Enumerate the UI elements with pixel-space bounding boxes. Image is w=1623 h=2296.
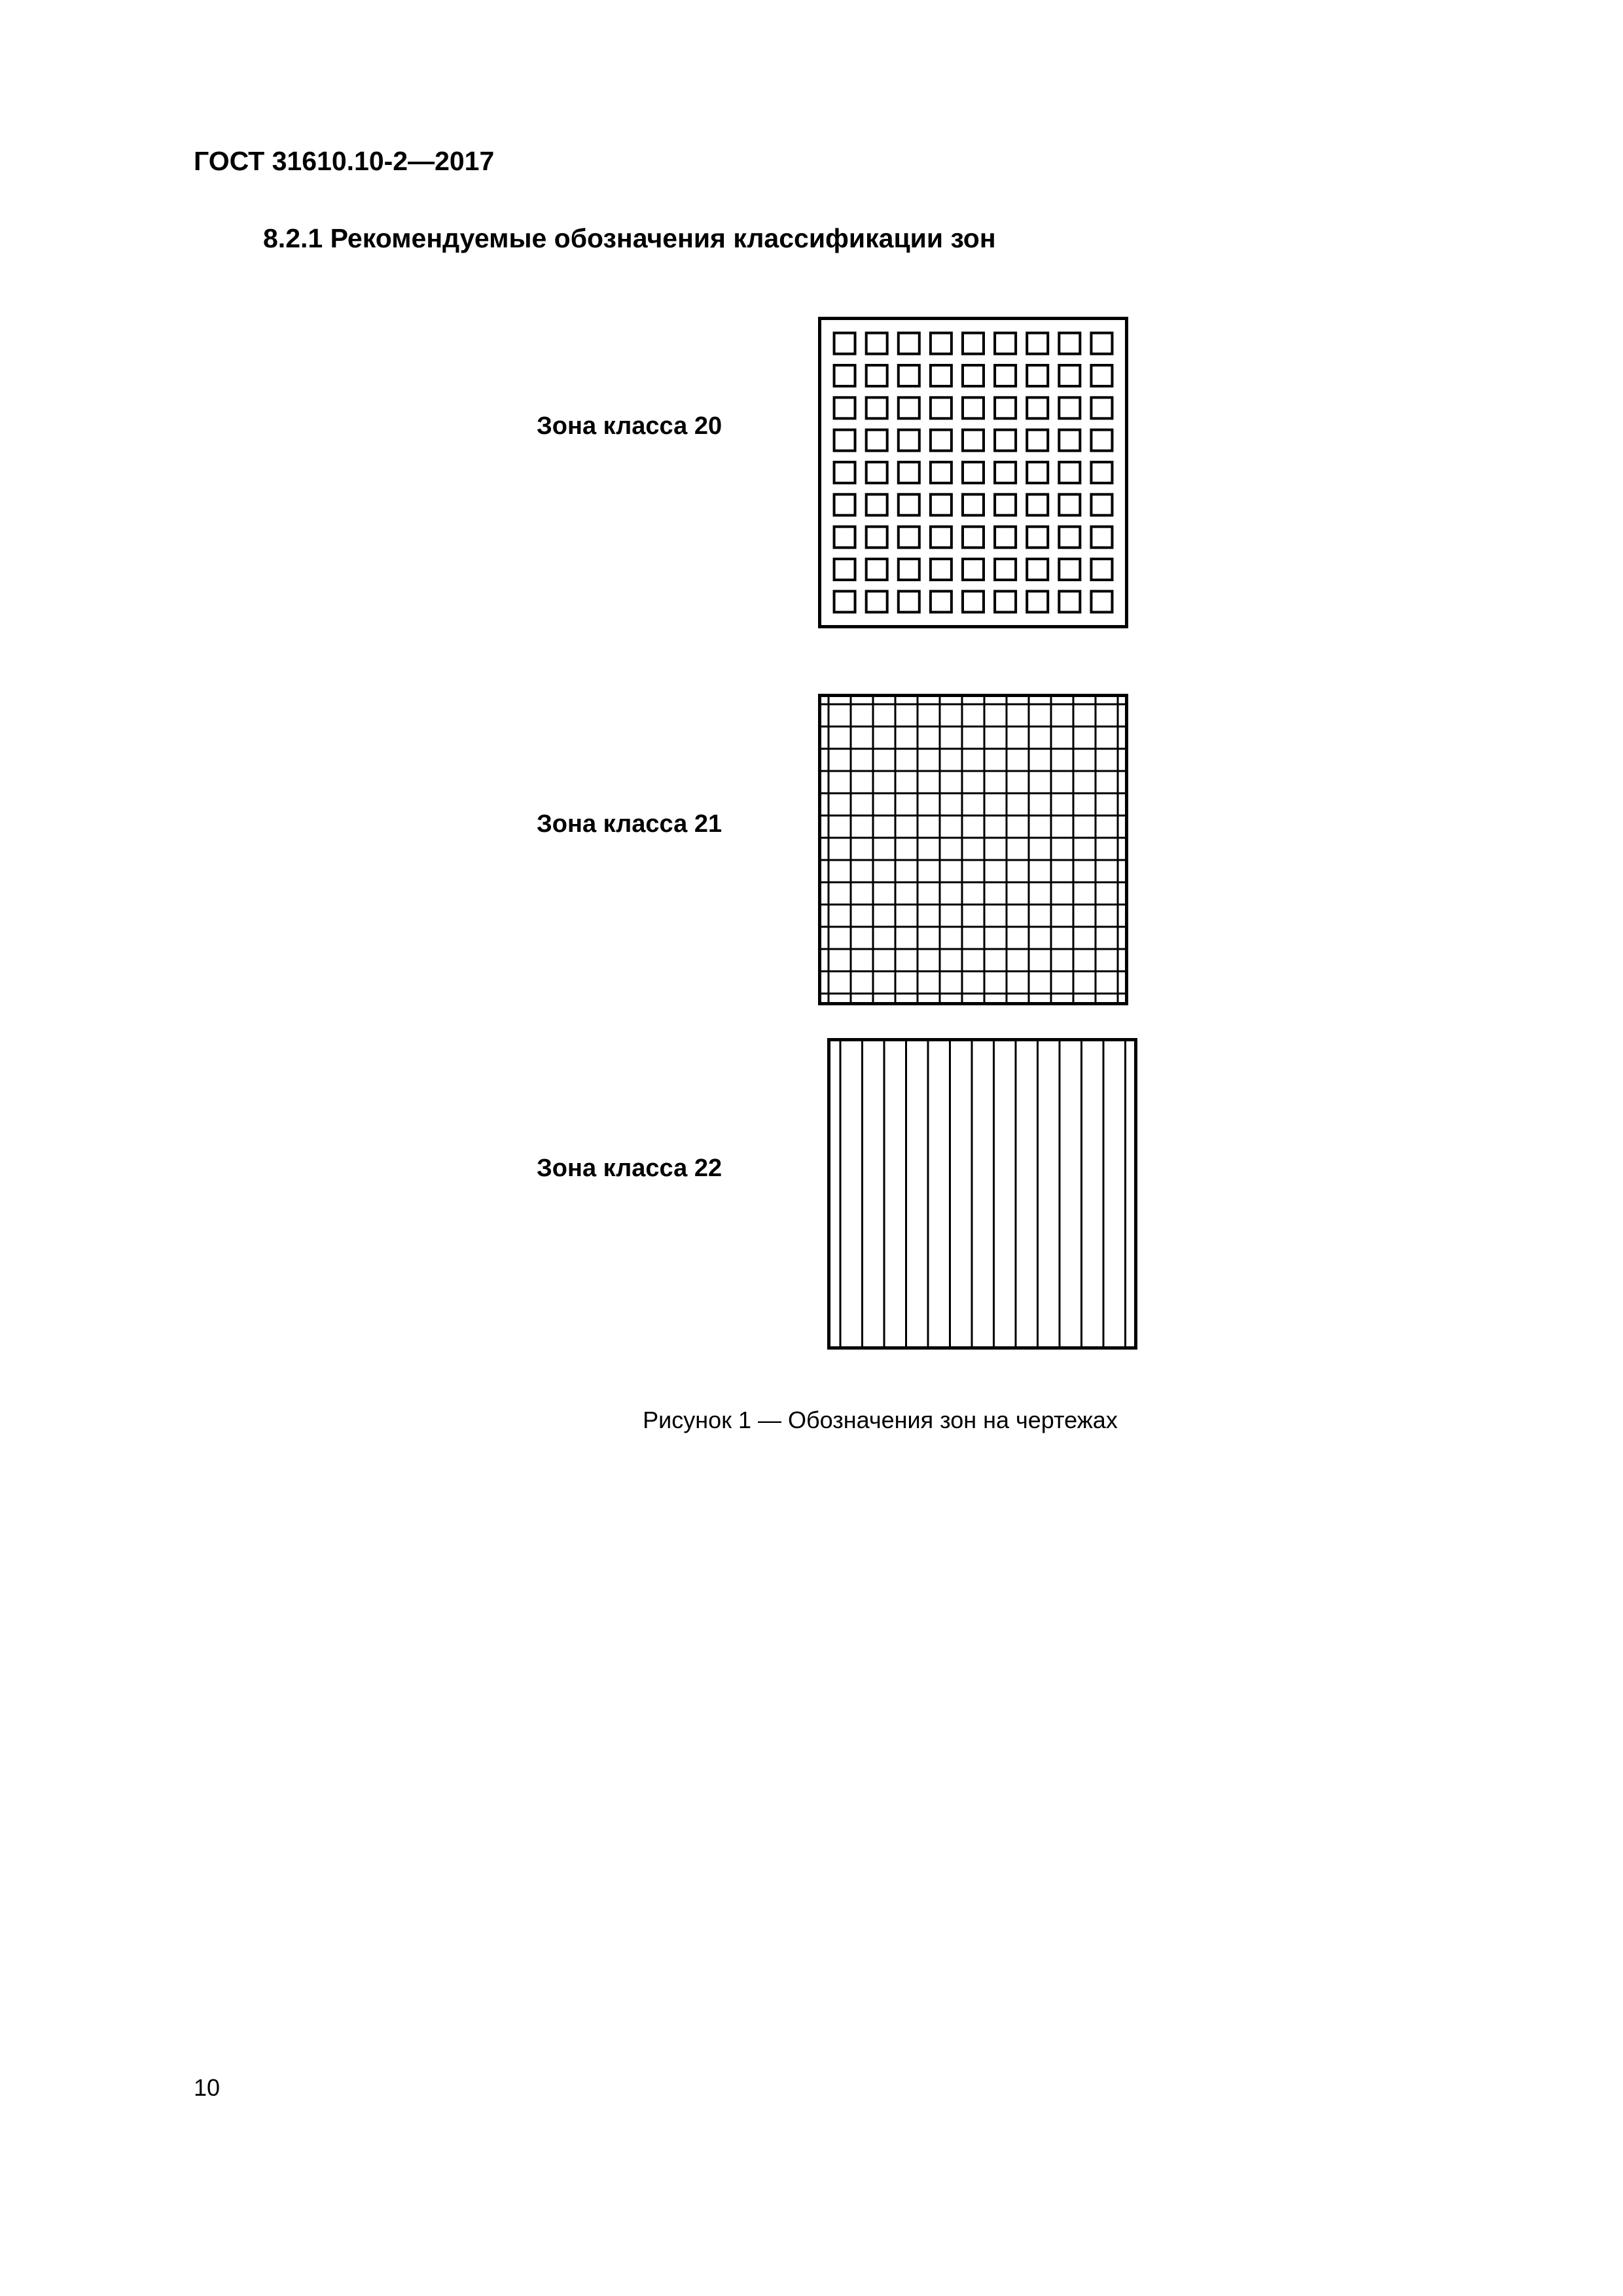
zone-20-square — [1091, 365, 1112, 386]
zone-20-square — [899, 527, 919, 548]
zone-20-square — [834, 527, 855, 548]
zone-20-square — [931, 333, 952, 354]
zone-20-square — [963, 494, 984, 515]
zone-20-square — [1059, 591, 1080, 612]
zone-20-square — [1091, 397, 1112, 418]
zone-20-square — [1027, 559, 1048, 580]
zone-20-square — [1027, 333, 1048, 354]
section-heading: 8.2.1 Рекомендуемые обозначения классификации зон — [263, 223, 996, 253]
zone-20-symbol — [818, 317, 1128, 628]
zone-20-square — [1059, 397, 1080, 418]
zone-20-square — [1091, 591, 1112, 612]
zone-20-square — [834, 462, 855, 483]
zone-20-square — [995, 365, 1016, 386]
zone-20-square — [931, 494, 952, 515]
zone-20-square — [931, 559, 952, 580]
zone-20-square — [931, 365, 952, 386]
zone-20-square — [1091, 333, 1112, 354]
zone-20-square — [866, 527, 887, 548]
zone-20-square — [963, 430, 984, 451]
zone-20-square — [899, 430, 919, 451]
zone-20-square — [1027, 591, 1048, 612]
zone-20-square — [1027, 430, 1048, 451]
zone-20-square — [866, 591, 887, 612]
zone-20-square — [866, 462, 887, 483]
zone-20-square — [1091, 462, 1112, 483]
zone-20-square — [1027, 527, 1048, 548]
zone-20-square — [899, 494, 919, 515]
zone-20-square — [995, 333, 1016, 354]
zone-20-square — [866, 559, 887, 580]
zone-20-square — [1027, 397, 1048, 418]
zone-20-square — [834, 333, 855, 354]
document-code: ГОСТ 31610.10-2—2017 — [194, 146, 495, 176]
zone-20-square — [995, 559, 1016, 580]
zone-20-square — [866, 430, 887, 451]
zone-22-frame — [829, 1040, 1136, 1348]
zone-20-square — [1091, 559, 1112, 580]
zone-20-square — [1091, 430, 1112, 451]
zone-21-frame — [820, 696, 1127, 1004]
zone-20-square — [834, 397, 855, 418]
zone-20-square — [1059, 494, 1080, 515]
zone-20-square — [963, 333, 984, 354]
zone-20-square — [899, 365, 919, 386]
zone-20-square — [1091, 494, 1112, 515]
zone-21-label: Зона класса 21 — [537, 810, 722, 838]
zone-20-square — [866, 365, 887, 386]
zone-20-square — [1059, 462, 1080, 483]
zone-20-square — [963, 591, 984, 612]
zone-20-square — [931, 591, 952, 612]
zone-20-square — [1091, 527, 1112, 548]
zone-20-square — [995, 430, 1016, 451]
zone-22-label: Зона класса 22 — [537, 1155, 722, 1182]
zone-20-square — [866, 494, 887, 515]
zone-20-square — [834, 365, 855, 386]
zone-20-square — [931, 397, 952, 418]
zone-20-square — [963, 559, 984, 580]
page-number: 10 — [194, 2074, 221, 2101]
zone-20-square — [963, 462, 984, 483]
zone-20-label: Зона класса 20 — [537, 412, 722, 440]
zone-20-square — [899, 591, 919, 612]
zone-20-square — [931, 462, 952, 483]
zone-20-square — [995, 462, 1016, 483]
zone-20-square — [963, 365, 984, 386]
zone-20-square — [995, 527, 1016, 548]
zone-20-square — [899, 462, 919, 483]
zone-20-square — [834, 430, 855, 451]
zone-20-square — [899, 333, 919, 354]
zone-20-square — [931, 430, 952, 451]
zone-20-square — [1027, 365, 1048, 386]
zone-20-square — [1059, 333, 1080, 354]
zone-20-square — [1059, 527, 1080, 548]
zone-20-square — [995, 397, 1016, 418]
zone-21-symbol — [818, 694, 1128, 1005]
zone-20-square — [1027, 462, 1048, 483]
zone-20-square — [899, 397, 919, 418]
zone-20-square — [834, 591, 855, 612]
zone-20-square — [1059, 559, 1080, 580]
figure-caption: Рисунок 1 — Обозначения зон на чертежах — [643, 1407, 1118, 1433]
zone-20-square — [866, 397, 887, 418]
zone-20-square — [1027, 494, 1048, 515]
zone-22-symbol — [827, 1038, 1137, 1350]
zone-20-square — [866, 333, 887, 354]
zone-20-square — [1059, 430, 1080, 451]
zone-20-square — [931, 527, 952, 548]
zone-20-square — [995, 494, 1016, 515]
zone-20-square — [834, 494, 855, 515]
zone-20-square — [963, 527, 984, 548]
zone-20-square — [834, 559, 855, 580]
zone-20-square — [899, 559, 919, 580]
zone-20-square — [995, 591, 1016, 612]
zone-20-square — [1059, 365, 1080, 386]
zone-20-square — [963, 397, 984, 418]
